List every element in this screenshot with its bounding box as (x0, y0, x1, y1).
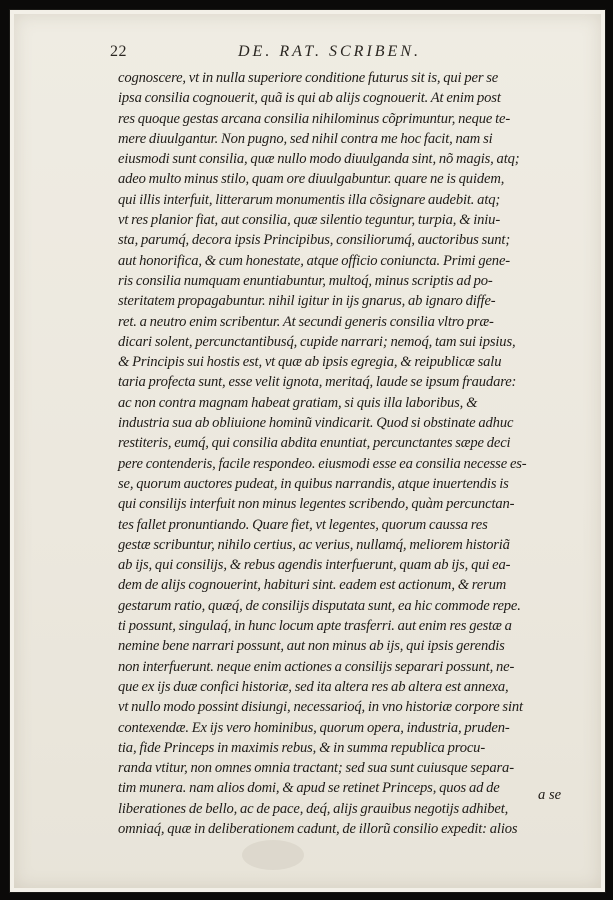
text-line: dem de alijs cognouerint, habituri sint. eadem est actionum, & rerum (118, 577, 507, 594)
text-line: steritatem propagabuntur. nihil igitur in ijs gnarus, ab ignaro diffe- (118, 293, 496, 310)
text-line: ti possunt, singulaq́, in hunc locum apte trasferri. aut enim res gestæ a (118, 618, 512, 635)
text-line: mere diuulgantur. Non pugno, sed nihil contra me hoc facit, nam si (118, 130, 493, 147)
text-line: pere contenderis, facile respondeo. eiusmodi esse ea consilia necesse es- (118, 455, 527, 472)
paper-stain (242, 840, 304, 870)
text-line: taria profecta sunt, esse velit ignota, meritaq́, laude se ipsum fraudare: (118, 374, 517, 391)
text-line: ab ijs, qui consilijs, & rebus agendis interfuerunt, quam ab ijs, qui ea- (118, 557, 511, 574)
text-line: tia, fide Princeps in maximis rebus, & in summa republica procu- (118, 739, 486, 756)
text-line: vt nullo modo possint disiungi, necessarioq́, in vno historiæ corpore sint (118, 699, 523, 716)
text-line: ipsa consilia cognouerit, quã is qui ab alijs cognouerit. At enim post (118, 90, 501, 107)
text-line: se, quorum auctores pudeat, in quibus narrandis, atque inuertendis is (118, 475, 509, 492)
body-text (118, 68, 571, 839)
running-head: DE. RAT. SCRIBEN. (238, 43, 421, 60)
text-line: tes fallet pronuntiando. Quare fiet, vt legentes, quorum caussa res (118, 516, 488, 533)
page-header (110, 43, 570, 65)
text-line: gestæ scribuntur, nihilo certius, ac verius, nullamq́, meliorem historiã (118, 536, 510, 553)
text-line: gestarum ratio, quæq́, de consilijs disputata sunt, ea hic commode repe. (118, 597, 521, 614)
text-line: qui consilijs interfuit non minus legentes scribendo, quàm percunctan- (118, 496, 515, 513)
text-line: ret. a neutro enim scribentur. At secundi generis consilia vltro præ- (118, 313, 494, 330)
text-line: adeo multo minus stilo, quam ore diuulgabuntur. quare ne is quidem, (118, 171, 505, 188)
text-line: eiusmodi sunt consilia, quæ nullo modo diuulganda sint, nõ magis, atq; (118, 151, 520, 168)
text-line: que ex ijs duæ confici historiæ, sed ita altera res ab altera est annexa, (118, 678, 509, 695)
text-line: restiteris, eumq́, qui consilia abdita enuntiat, percunctantes sæpe deci (118, 435, 511, 452)
text-line: nemine bene narrari possunt, aut non minus ab ijs, qui ipsis gerendis (118, 638, 505, 655)
text-line: dicari solent, percunctantibusq́, cupide narrari; nemoq́, tam sui ipsius, (118, 333, 516, 350)
text-line: aut honorifica, & cum honestate, atque officio coniuncta. Primi gene- (118, 252, 510, 269)
text-line: non interfuerunt. neque enim actiones a consilijs separari possunt, ne- (118, 658, 515, 675)
text-line: vt res planior fiat, aut consilia, quæ silentio teguntur, turpia, & iniu- (118, 212, 501, 229)
text-line: ris consilia numquam enuntiabuntur, multoq́, minus scriptis ad po- (118, 272, 493, 289)
catchword: a se (538, 787, 562, 803)
text-line: cognoscere, vt in nulla superiore conditione futurus sit is, qui per se (118, 70, 499, 86)
text-line: qui illis interfuit, litterarum monumentis illa cõsignare audebit. atq; (118, 191, 501, 208)
text-line: tim munera. nam alios domi, & apud se retinet Princeps, quos ad de (118, 780, 500, 797)
text-line: liberationes de bello, ac de pace, deq́, alijs grauibus negotijs adhibet, (118, 800, 509, 817)
text-line: contexendæ. Ex ijs vero hominibus, quorum opera, industria, pruden- (118, 719, 510, 736)
text-line: randa vtitur, non omnes omnia tractant; sed sua sunt cuiusque separa- (118, 760, 514, 777)
text-line: industria sua ab obliuione hominũ vindicarit. Quod si obstinate adhuc (118, 415, 514, 432)
text-line: res quoque gestas arcana consilia nihilominus cõprimuntur, neque te- (118, 110, 511, 127)
text-line: ac non contra magnam habeat gratiam, si quis illa laboribus, & (118, 394, 478, 411)
text-line: sta, parumq́, decora ipsis Principibus, consiliorumq́, auctoribus sunt; (118, 232, 511, 249)
page-number: 22 (110, 43, 127, 60)
text-line: & Principis sui hostis est, vt quæ ab ipsis egregia, & reipublicæ salu (118, 354, 502, 371)
text-line: omniaq́, quæ in deliberationem cadunt, de illorũ consilio expedit: alios (118, 820, 518, 837)
